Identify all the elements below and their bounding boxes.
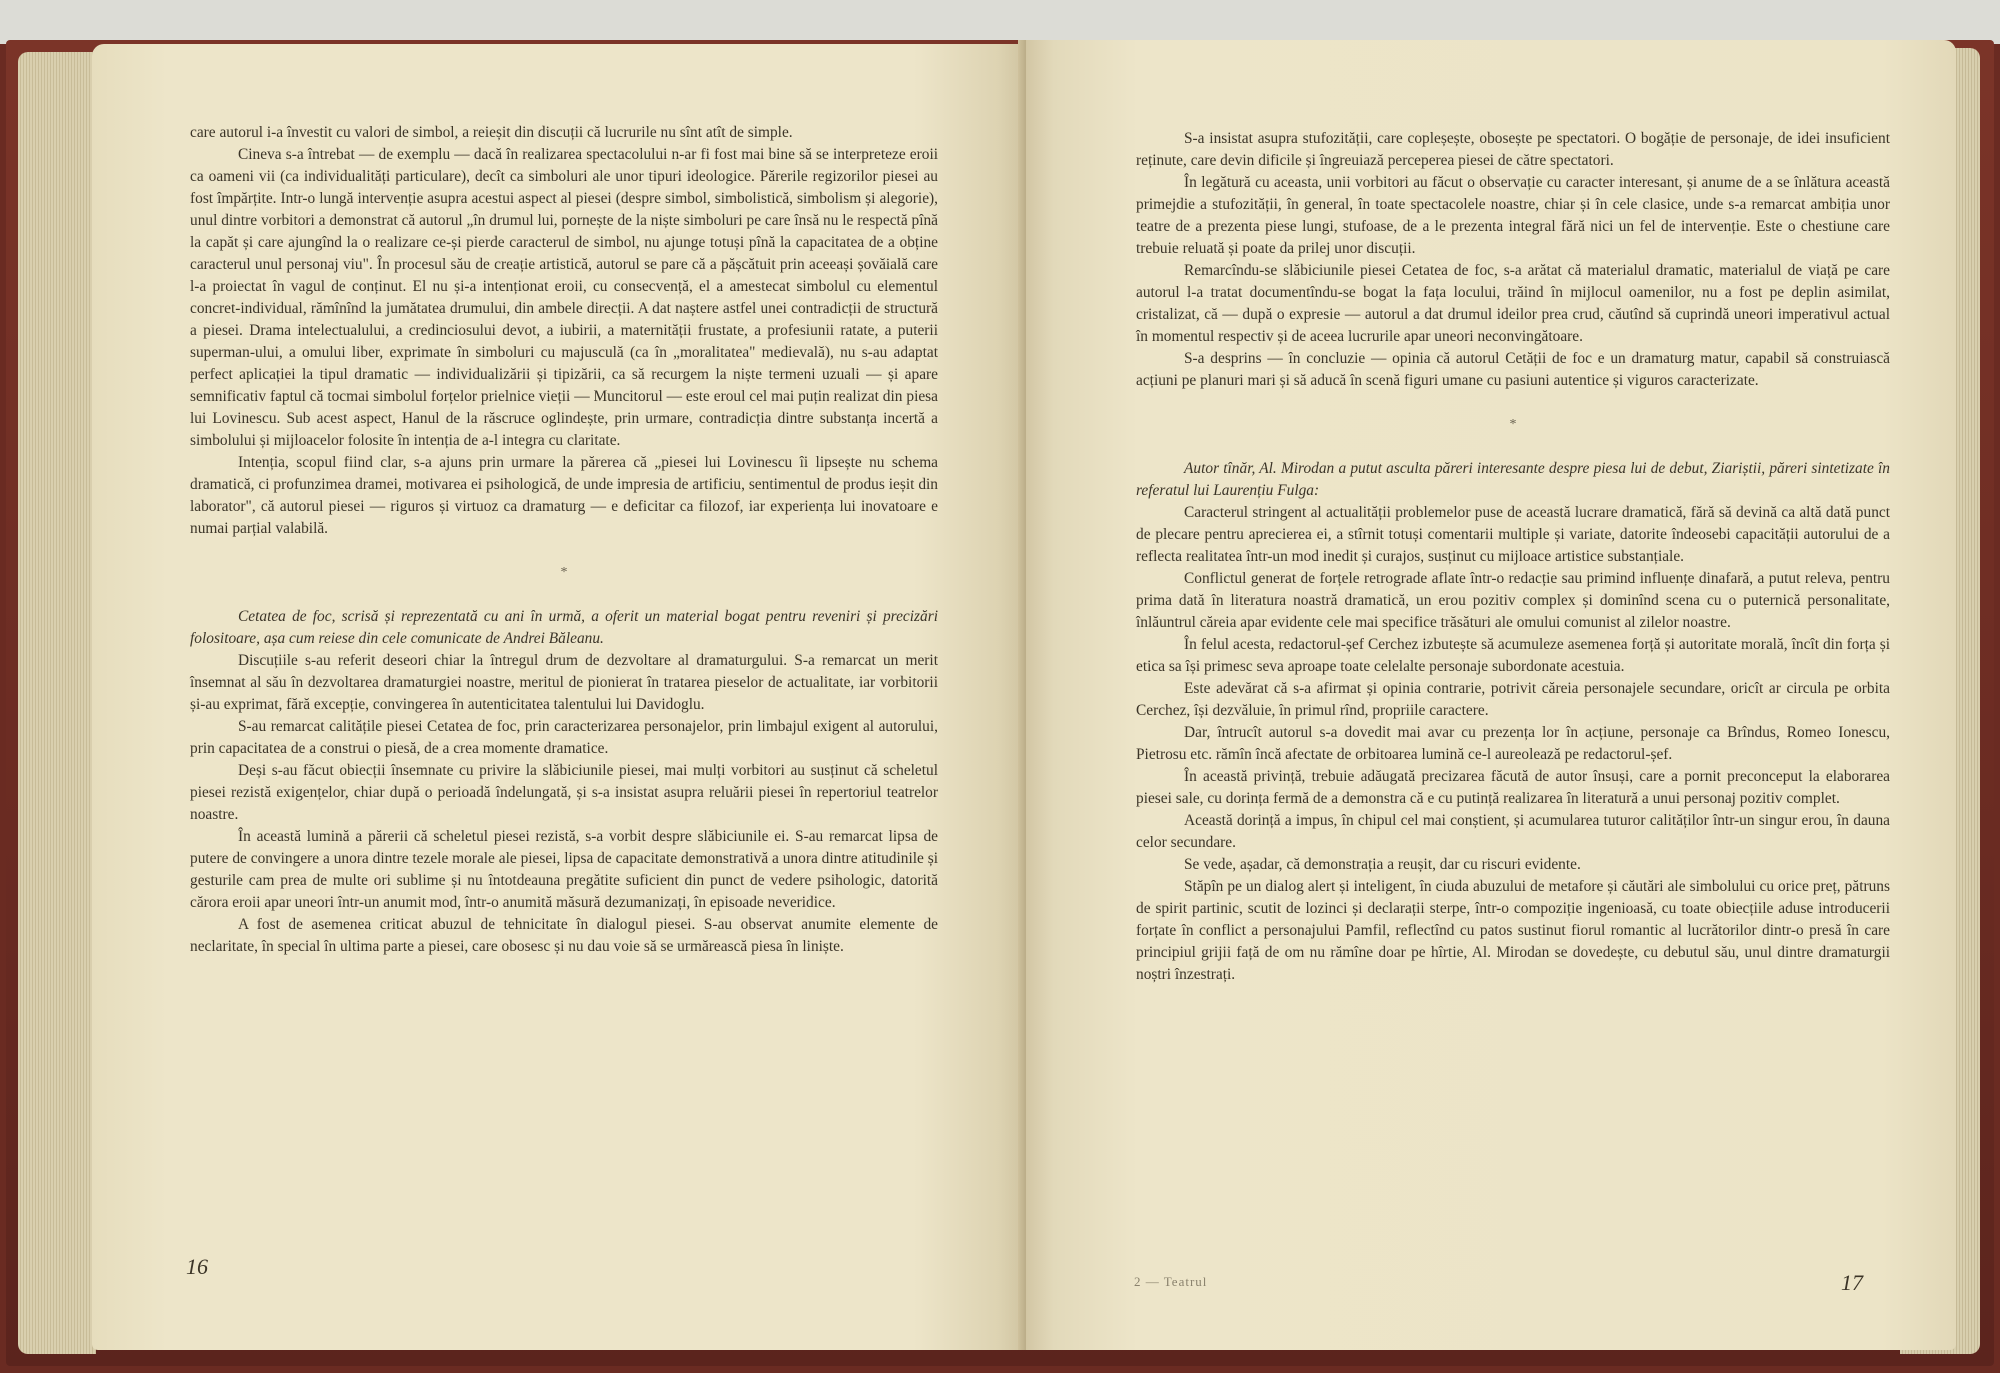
paragraph: Dar, întrucît autorul s-a dovedit mai avar cu prezența lor în acțiune, personaje ca Brîndus, Romeo Ionescu, Pietrosu etc. rămîn încă afectate de orbitoarea lumină ce-l aureolează pe redactorul-șef. [1136, 724, 1890, 763]
section-separator: * [1509, 417, 1517, 432]
signature-mark: 2 — Teatrul [1134, 1274, 1208, 1289]
paragraph: În această privință, trebuie adăugată precizarea făcută de autor însuși, care a pornit preconceput la elaborarea piesei sale, cu dorința fermă de a demonstra că e cu putință realizarea în literatură a unui personaj pozitiv complet. [1136, 768, 1890, 807]
paragraph: S-au remarcat calitățile piesei Cetatea de foc, prin caracterizarea personajelor, prin limbajul exigent al autorului, prin capacitatea de a construi o piesă, de a crea momente dramatice. [190, 718, 938, 757]
page-edges-left [18, 52, 96, 1354]
paragraph: Este adevărat că s-a afirmat și opinia contrarie, potrivit căreia personajele secundare, oricît ar circula pe orbita Cerchez, își dezvăluie, în primul rînd, propriile caractere. [1136, 680, 1890, 719]
left-page [92, 44, 1026, 1350]
page-number: 17 [1841, 1270, 1863, 1295]
paragraph: Se vede, așadar, că demonstrația a reușit, dar cu riscuri evidente. [1184, 856, 1581, 873]
paragraph: S-a insistat asupra stufozității, care copleșește, obosește pe spectatori. O bogăție de personaje, de idei insuficient reținute, care devin dificile și îngreuiază perceperea piesei de către spectatori. [1136, 130, 1890, 169]
paragraph: S-a desprins — în concluzie — opinia că autorul Cetății de foc e un dramaturg matur, capabil să construiască acțiuni pe planuri mari și să aducă în scenă figuri umane cu pasiuni autentice și viguros caracterizate. [1136, 350, 1890, 389]
right-page-text [1136, 128, 1890, 986]
paragraph: Remarcîndu-se slăbiciunile piesei Cetatea de foc, s-a arătat că materialul dramatic, materialul de viață pe care autorul l-a tratat documentîndu-se bogat la fața locului, trăind în mijlocul oamenilor, nu a fost pe deplin asimilat, cristalizat, că — după o expresie — autorul a dat drumul ideilor prea crud, căutînd să cuprindă uneori imperativul actual în momentul respectiv și de aceea lucrurile apar uneori neconvingătoare. [1136, 262, 1890, 345]
paragraph: Conflictul generat de forțele retrograde aflate într-o redacție sau primind influențe dinafară, a putut releva, pentru prima dată în literatura noastră dramatică, un erou pozitiv complex și dominînd scena cu o puternică personalitate, înlăuntrul căreia apar evidente cele mai specifice trăsături ale omului comunist al zilelor noastre. [1136, 570, 1890, 631]
paragraph: În legătură cu aceasta, unii vorbitori au făcut o observație cu caracter interesant, și anume de a se înlătura această primejdie a stufozității, în general, în toate spectacolele noastre, chiar și în cele clasice, unde s-a remarcat ambiția unor teatre de a prezenta piese lungi, stufoase, de a le prezenta integral fără nici un fel de intervenție. Este o chestiune care trebuie reluată și poate da prilej unor discuții. [1136, 174, 1890, 257]
scanner-background [0, 0, 2000, 44]
paragraph: Această dorință a impus, în chipul cel mai conștient, și acumularea tuturor calităților într-un singur erou, în dauna celor secundare. [1136, 812, 1890, 851]
paragraph: care autorul i-a învestit cu valori de simbol, a reieșit din discuții că lucrurile nu sînt atît de simple. [190, 124, 793, 141]
paragraph: Caracterul stringent al actualității problemelor puse de această lucrare dramatică, fără să devină ca altă dată punct de plecare pentru aprecierea ei, a stîrnit totuși comentarii multiple și variate, datorite îndeosebi capacității autorului de a reflecta realitatea într-un mod inedit și curajos, susținut cu mijloace artistice substanțiale. [1136, 504, 1890, 565]
page-number: 16 [186, 1254, 208, 1279]
section-separator: * [560, 565, 568, 580]
paragraph: Stăpîn pe un dialog alert și inteligent, în ciuda abuzului de metafore și căutări ale simbolului cu orice preț, pătruns de spirit partinic, scutit de lozinci și declarații sterpe, într-o compoziție ingenioasă, cu toate obiecțiile aduse introducerii forțate în conflict a personajului Pamfil, reflectînd cu patos sustinut fiorul romantic al lucrătorilor dintr-o presă în care principiul grijii față de om nu rămîne doar pe hîrtie, Al. Mirodan se dovedește, cu debutul său, unul dintre dramaturgii noștri înzestrați. [1136, 878, 1890, 983]
paragraph: În felul acesta, redactorul-șef Cerchez izbutește să acumuleze asemenea forță și autoritate morală, încît din forța și etica sa își primesc seva aproape toate celelalte personaje subordonate acestuia. [1136, 636, 1890, 675]
paragraph: Cineva s-a întrebat — de exemplu — dacă în realizarea spectacolului n-ar fi fost mai bine să se interpreteze eroii ca oameni vii (ca individualități particulare), decît ca simboluri ale unor tipuri ideologice. Părerile regizorilor piesei au fost împărțite. Intr-o lungă intervenție asupra acestui aspect al piesei (despre simbol, simbolistică, simbolism și alegorie), unul dintre vorbitori a demonstrat că autorul „în drumul lui, pornește de la niște simboluri pe care însă nu le respectă pînă la capăt și care ajungînd la o realizare ce-și pierde caracterul de simbol, nu ajunge totuși pînă la capacitatea de a obține caracterul unul personaj viu". În procesul său de creație artistică, autorul se pare că a pășcătuit prin aceeași șovăială care l-a proiectat în vagul de conținut. El nu și-a intenționat eroii, cu consecvență, el a amestecat simbolul cu elementul concret-individual, rămînînd la jumătatea drumului, din ambele direcții. A dat naștere astfel unei contradicții de structură a piesei. Drama intelectualului, a credinciosului devot, a iubirii, a maternității frustate, a profesiunii ratate, a puterii superman-ului, a omului liber, exprimate în simboluri cu majusculă (ca în „moralitatea" medievală), nu s-au adaptat perfect aplicației la tipul dramatic — individualizării și tipizării, ca să recurgem la niște termeni uzuali — și apare semnificativ faptul că tocmai simbolul forțelor prielnice vieții — Muncitorul — este eroul cel mai puțin realizat din piesa lui Lovinescu. Sub acest aspect, Hanul de la răscruce oglindește, prin urmare, contradicția dintre substanța incertă a simbolului și mijloacelor folosite în intenția de a-l integra cu claritate. [190, 146, 938, 449]
paragraph: În această lumină a părerii că scheletul piesei rezistă, s-a vorbit despre slăbiciunile ei. S-au remarcat lipsa de putere de convingere a unora dintre tezele morale ale piesei, lipsa de capacitate demonstrativă a unora dintre atitudinile și gesturile cam prea de multe ori sublime și nu întotdeauna pregătite suficient din punct de vedere psihologic, datorită cărora eroii apar uneori într-un anumit mod, într-o anumită măsură dezumanizați, în episoade neveridice. [190, 828, 938, 911]
paragraph: Intenția, scopul fiind clar, s-a ajuns prin urmare la părerea că „piesei lui Lovinescu îi lipsește nu schema dramatică, ci profunzimea dramei, motivarea ei psihologică, de unde impresia de artificiu, sentimentul de produs ieșit din laborator", că autorul piesei — riguros și virtuoz ca dramaturg — e deficitar ca filozof, iar experiența lui inovatoare e numai parțial valabilă. [190, 454, 938, 537]
paragraph: A fost de asemenea criticat abuzul de tehnicitate în dialogul piesei. S-au observat anumite elemente de neclaritate, în special în ultima parte a piesei, care obosesc și nu dau voie să se urmărească piesa în liniște. [190, 916, 938, 955]
paragraph: Discuțiile s-au referit deseori chiar la întregul drum de dezvoltare al dramaturgului. S-a remarcat un merit însemnat al său în dezvoltarea dramaturgiei noastre, meritul de pionierat în tratarea pieselor de actualitate, iar vorbitorii și-au exprimat, fără excepție, convingerea în autenticitatea talentului lui Davidoglu. [190, 652, 938, 713]
paragraph: Deși s-au făcut obiecții însemnate cu privire la slăbiciunile piesei, mai mulți vorbitori au susținut că scheletul piesei rezistă exigențelor, chiar după o perioadă îndelungată, și s-a insistat asupra reluării piesei în repertoriul teatrelor noastre. [190, 762, 938, 823]
section-lead: Autor tînăr, Al. Mirodan a putut asculta păreri interesante despre piesa lui de debut, Ziariștii, păreri sintetizate în referatul lui Laurențiu Fulga: [1136, 460, 1890, 499]
left-page-text [190, 122, 938, 958]
right-page [1026, 40, 1956, 1350]
section-lead: Cetatea de foc, scrisă și reprezentată cu ani în urmă, a oferit un material bogat pentru reveniri și precizări folositoare, așa cum reiese din cele comunicate de Andrei Băleanu. [190, 608, 938, 647]
